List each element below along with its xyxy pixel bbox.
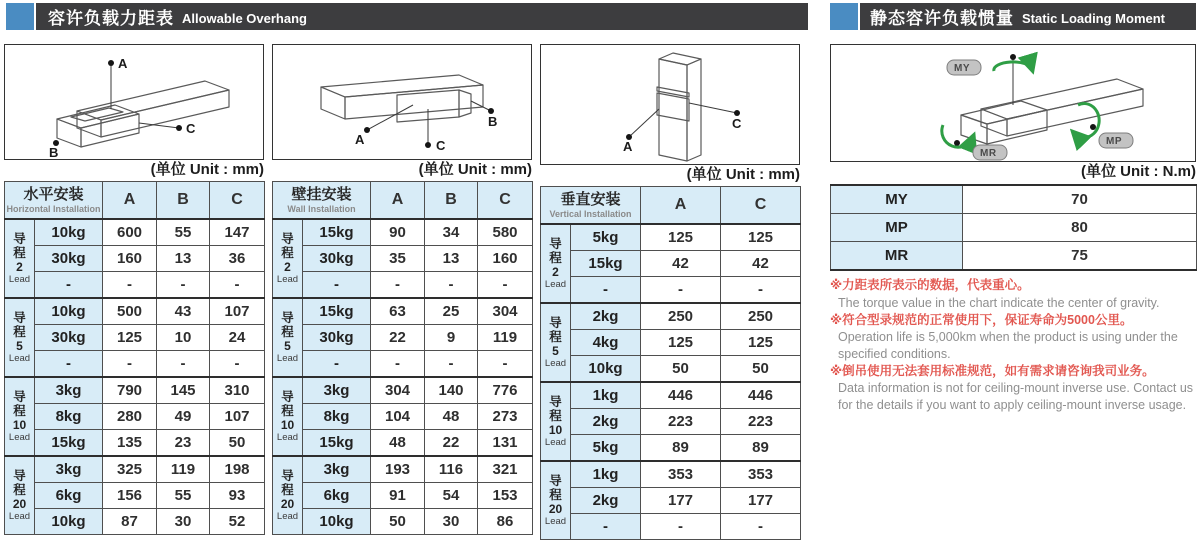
point-c-label: C (186, 121, 196, 136)
value-cell: 52 (210, 509, 265, 535)
value-cell: 13 (157, 246, 210, 272)
value-cell: 147 (210, 219, 265, 246)
point-c-label: C (732, 116, 742, 131)
table-row (541, 224, 801, 251)
table-row (273, 509, 533, 535)
value-cell: 22 (425, 430, 478, 457)
mr-badge-label: MR (980, 148, 997, 159)
moment-diagram-svg (831, 45, 1195, 161)
value-cell: 353 (721, 461, 801, 488)
section-title-en: Static Loading Moment (1022, 10, 1165, 26)
table-row (541, 356, 801, 383)
load-cell: - (303, 272, 371, 299)
load-cell: 3kg (303, 377, 371, 404)
unit-label-mm: (单位 Unit : mm) (686, 166, 800, 183)
note-en: The torque value in the chart indicate the center of gravity. (838, 295, 1160, 310)
table-title-en: Vertical Installation (549, 208, 632, 219)
value-cell: 273 (478, 404, 533, 430)
unit-label-mm: (单位 Unit : mm) (150, 161, 264, 178)
notes-block (830, 277, 1198, 413)
value-cell: 177 (641, 488, 721, 514)
lead-cell: 导 程 5 Lead (273, 298, 303, 377)
value-cell: 89 (641, 435, 721, 462)
table-title-en: Horizontal Installation (6, 203, 101, 214)
table-row (273, 325, 533, 351)
lead-cell: 导 程 10 Lead (5, 377, 35, 456)
load-cell: 30kg (303, 325, 371, 351)
wall-installation-diagram (272, 44, 532, 160)
value-cell: 125 (103, 325, 157, 351)
load-cell: - (303, 351, 371, 378)
point-c-label: C (436, 138, 446, 153)
lead-cell: 导 程 20 Lead (5, 456, 35, 535)
table-title-zh: 垂直安装 (560, 191, 621, 209)
value-cell: - (210, 272, 265, 299)
load-cell: 2kg (571, 488, 641, 514)
panel-vertical (540, 44, 800, 540)
value-cell: 119 (157, 456, 210, 483)
table-row (5, 272, 265, 299)
value-cell: 48 (425, 404, 478, 430)
note-item (830, 277, 1198, 311)
load-cell: - (35, 272, 103, 299)
value-cell: 446 (721, 382, 801, 409)
value-cell: 86 (478, 509, 533, 535)
table-row (5, 298, 265, 325)
load-cell: 3kg (35, 377, 103, 404)
value-cell: 135 (103, 430, 157, 457)
value-cell: 43 (157, 298, 210, 325)
value-cell: - (641, 277, 721, 304)
table-row (541, 514, 801, 540)
note-item (830, 312, 1198, 362)
value-cell: 160 (478, 246, 533, 272)
value-cell: 119 (478, 325, 533, 351)
table-title-zh: 壁挂安装 (291, 186, 352, 204)
note-zh: ※倒吊使用无法套用标准规范，如有需求请咨询我司业务。 (830, 363, 1155, 378)
table-row (273, 377, 533, 404)
value-cell: 13 (425, 246, 478, 272)
value-cell: 48 (371, 430, 425, 457)
load-cell: 15kg (35, 430, 103, 457)
value-cell: 198 (210, 456, 265, 483)
table-row (273, 246, 533, 272)
table-row (541, 277, 801, 304)
lead-cell: 导 程 2 Lead (273, 219, 303, 298)
value-cell: 321 (478, 456, 533, 483)
table-header-row (273, 182, 533, 220)
value-cell: 42 (721, 251, 801, 277)
column-header: C (210, 182, 265, 220)
value-cell: - (371, 351, 425, 378)
moment-table (830, 184, 1197, 271)
table-header-row (5, 182, 265, 220)
load-cell: 2kg (571, 409, 641, 435)
value-cell: - (425, 272, 478, 299)
vertical-installation-diagram (540, 44, 800, 165)
value-cell: 353 (641, 461, 721, 488)
load-cell: 3kg (303, 456, 371, 483)
accent-square-right (830, 3, 858, 30)
value-cell: 55 (157, 219, 210, 246)
moment-value: 75 (963, 242, 1197, 271)
load-cell: 5kg (571, 435, 641, 462)
value-cell: - (478, 351, 533, 378)
value-cell: 125 (721, 224, 801, 251)
horizontal-table-slot (4, 181, 264, 535)
value-cell: 580 (478, 219, 533, 246)
value-cell: 776 (478, 377, 533, 404)
table-title-en: Wall Installation (287, 203, 356, 214)
value-cell: 500 (103, 298, 157, 325)
value-cell: 107 (210, 298, 265, 325)
value-cell: 63 (371, 298, 425, 325)
load-cell: 5kg (571, 224, 641, 251)
load-cell: - (571, 277, 641, 304)
value-cell: - (425, 351, 478, 378)
load-cell: 10kg (571, 356, 641, 383)
load-cell: 1kg (571, 382, 641, 409)
column-header: A (103, 182, 157, 220)
value-cell: - (103, 351, 157, 378)
point-b-label: B (49, 145, 59, 159)
moment-label: MR (831, 242, 963, 271)
value-cell: 90 (371, 219, 425, 246)
table-row (273, 219, 533, 246)
horizontal-installation-diagram (4, 44, 264, 160)
note-en: Operation life is 5,000km when the product is using under the specified conditions. (838, 330, 1178, 361)
lead-cell: 导 程 5 Lead (5, 298, 35, 377)
table-row (541, 435, 801, 462)
value-cell: 125 (641, 330, 721, 356)
moment-diagram (830, 44, 1196, 162)
value-cell: 9 (425, 325, 478, 351)
value-cell: - (210, 351, 265, 378)
vertical-diagram-svg (541, 45, 799, 164)
table-row (273, 272, 533, 299)
section-title-en: Allowable Overhang (182, 10, 307, 26)
value-cell: 50 (641, 356, 721, 383)
value-cell: 36 (210, 246, 265, 272)
table-row (541, 330, 801, 356)
value-cell: 93 (210, 483, 265, 509)
value-cell: 304 (371, 377, 425, 404)
table-row (5, 404, 265, 430)
load-cell: 6kg (303, 483, 371, 509)
table-row (5, 351, 265, 378)
value-cell: 160 (103, 246, 157, 272)
lead-cell: 导 程 2 Lead (5, 219, 35, 298)
vertical-table-slot (540, 186, 800, 540)
value-cell: 42 (641, 251, 721, 277)
moment-label: MY (831, 185, 963, 214)
value-cell: - (721, 277, 801, 304)
installation-table (4, 181, 265, 535)
value-cell: 49 (157, 404, 210, 430)
value-cell: 250 (641, 303, 721, 330)
load-cell: 30kg (303, 246, 371, 272)
unit-label-nm: (单位 Unit : N.m) (1081, 163, 1196, 180)
accent-square-left (6, 3, 34, 30)
value-cell: 91 (371, 483, 425, 509)
lead-cell: 导 程 2 Lead (541, 224, 571, 303)
value-cell: 55 (157, 483, 210, 509)
value-cell: 280 (103, 404, 157, 430)
table-row (273, 456, 533, 483)
note-en: Data information is not for ceiling-mount inverse use. Contact us for the details if you want to apply ceiling-mount inverse usage. (838, 381, 1194, 412)
load-cell: 10kg (35, 509, 103, 535)
installation-table (272, 181, 533, 535)
load-cell: 8kg (35, 404, 103, 430)
load-cell: 15kg (303, 219, 371, 246)
moment-value: 80 (963, 214, 1197, 242)
lead-cell: 导 程 20 Lead (273, 456, 303, 535)
value-cell: 22 (371, 325, 425, 351)
section-title-zh: 容许负载力距表 (48, 9, 174, 28)
value-cell: 600 (103, 219, 157, 246)
value-cell: - (721, 514, 801, 540)
load-cell: 30kg (35, 325, 103, 351)
moment-row (831, 242, 1197, 271)
table-row (5, 246, 265, 272)
section-header-moment (860, 3, 1196, 30)
value-cell: 193 (371, 456, 425, 483)
table-row (541, 461, 801, 488)
load-cell: 1kg (571, 461, 641, 488)
column-header: B (425, 182, 478, 220)
value-cell: 30 (157, 509, 210, 535)
table-row (5, 377, 265, 404)
load-cell: 15kg (303, 298, 371, 325)
value-cell: 54 (425, 483, 478, 509)
panel-moment (830, 44, 1196, 414)
load-cell: 6kg (35, 483, 103, 509)
table-row (273, 298, 533, 325)
value-cell: 250 (721, 303, 801, 330)
column-header: C (721, 187, 801, 225)
value-cell: 35 (371, 246, 425, 272)
section-header-overhang (36, 3, 808, 30)
column-header: A (371, 182, 425, 220)
value-cell: 790 (103, 377, 157, 404)
value-cell: 24 (210, 325, 265, 351)
value-cell: 10 (157, 325, 210, 351)
value-cell: - (157, 272, 210, 299)
moment-row (831, 214, 1197, 242)
value-cell: 89 (721, 435, 801, 462)
value-cell: 50 (721, 356, 801, 383)
column-header: B (157, 182, 210, 220)
table-row (273, 483, 533, 509)
load-cell: 15kg (303, 430, 371, 457)
table-row (5, 430, 265, 457)
point-a-label: A (355, 132, 365, 147)
table-header-row (541, 187, 801, 225)
value-cell: - (641, 514, 721, 540)
moment-value: 70 (963, 185, 1197, 214)
value-cell: 125 (641, 224, 721, 251)
value-cell: 30 (425, 509, 478, 535)
value-cell: 104 (371, 404, 425, 430)
value-cell: 446 (641, 382, 721, 409)
value-cell: - (103, 272, 157, 299)
value-cell: 25 (425, 298, 478, 325)
value-cell: - (478, 272, 533, 299)
value-cell: 304 (478, 298, 533, 325)
column-header: A (641, 187, 721, 225)
table-row (273, 404, 533, 430)
table-row (273, 351, 533, 378)
table-row (541, 382, 801, 409)
table-title (273, 182, 371, 220)
column-header: C (478, 182, 533, 220)
moment-row (831, 185, 1197, 214)
value-cell: 153 (478, 483, 533, 509)
load-cell: - (35, 351, 103, 378)
lead-cell: 导 程 10 Lead (541, 382, 571, 461)
section-title-zh: 静态容许负载惯量 (870, 9, 1014, 28)
table-row (541, 488, 801, 514)
value-cell: 50 (210, 430, 265, 457)
unit-label-mm: (单位 Unit : mm) (418, 161, 532, 178)
point-a-label: A (623, 139, 633, 154)
lead-cell: 导 程 5 Lead (541, 303, 571, 382)
horizontal-diagram-svg (5, 45, 263, 159)
value-cell: 34 (425, 219, 478, 246)
load-cell: 8kg (303, 404, 371, 430)
my-badge-label: MY (954, 63, 970, 74)
installation-table (540, 186, 801, 540)
value-cell: 131 (478, 430, 533, 457)
table-title-zh: 水平安装 (23, 186, 84, 204)
load-cell: 10kg (303, 509, 371, 535)
load-cell: 3kg (35, 456, 103, 483)
table-row (541, 303, 801, 330)
value-cell: 310 (210, 377, 265, 404)
table-row (5, 483, 265, 509)
value-cell: 107 (210, 404, 265, 430)
value-cell: 23 (157, 430, 210, 457)
note-zh: ※符合型录规范的正常使用下，保证寿命为5000公里。 (830, 312, 1133, 327)
moment-table-slot (830, 184, 1196, 271)
value-cell: - (371, 272, 425, 299)
lead-cell: 导 程 10 Lead (273, 377, 303, 456)
mp-badge-label: MP (1106, 136, 1122, 147)
value-cell: 223 (721, 409, 801, 435)
note-zh: ※力距表所表示的数据，代表重心。 (830, 278, 1030, 292)
value-cell: 177 (721, 488, 801, 514)
value-cell: 50 (371, 509, 425, 535)
wall-table-slot (272, 181, 532, 535)
table-row (5, 219, 265, 246)
value-cell: 325 (103, 456, 157, 483)
point-a-label: A (118, 56, 128, 71)
table-title (5, 182, 103, 220)
value-cell: 145 (157, 377, 210, 404)
wall-diagram-svg (273, 45, 531, 159)
panel-horizontal (4, 44, 264, 535)
table-row (5, 456, 265, 483)
panel-wall (272, 44, 532, 535)
value-cell: 87 (103, 509, 157, 535)
load-cell: 10kg (35, 219, 103, 246)
value-cell: 223 (641, 409, 721, 435)
load-cell: 30kg (35, 246, 103, 272)
value-cell: 140 (425, 377, 478, 404)
table-row (541, 409, 801, 435)
load-cell: 2kg (571, 303, 641, 330)
note-item (830, 363, 1198, 413)
value-cell: 125 (721, 330, 801, 356)
table-title (541, 187, 641, 225)
load-cell: 10kg (35, 298, 103, 325)
value-cell: - (157, 351, 210, 378)
load-cell: 4kg (571, 330, 641, 356)
lead-cell: 导 程 20 Lead (541, 461, 571, 540)
table-row (273, 430, 533, 457)
table-row (5, 509, 265, 535)
point-b-label: B (488, 114, 498, 129)
value-cell: 156 (103, 483, 157, 509)
table-row (541, 251, 801, 277)
value-cell: 116 (425, 456, 478, 483)
load-cell: 15kg (571, 251, 641, 277)
load-cell: - (571, 514, 641, 540)
moment-label: MP (831, 214, 963, 242)
table-row (5, 325, 265, 351)
